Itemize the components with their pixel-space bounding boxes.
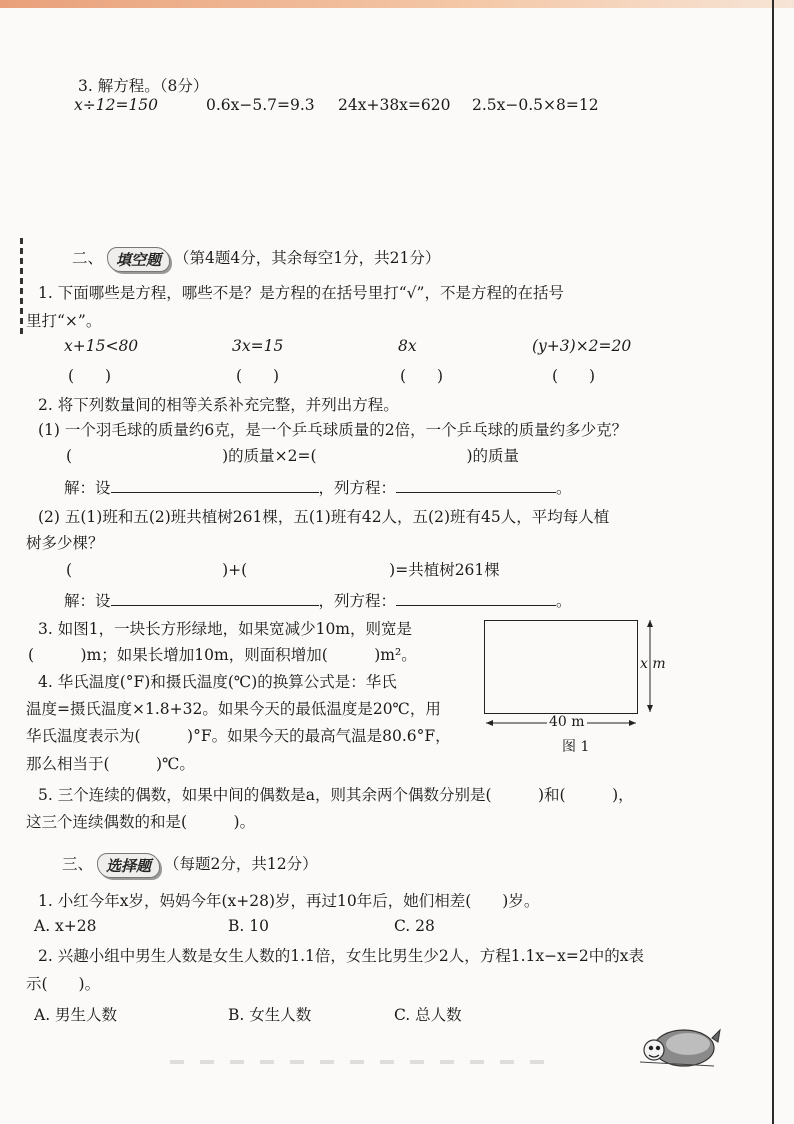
rel2-end: )=共植树261棵	[389, 561, 500, 579]
rel2-mid: )+(	[222, 561, 248, 579]
equation-4: 2.5x−0.5×8=12	[472, 96, 599, 114]
q3-title: 3. 解方程。（8分）	[78, 77, 209, 95]
s2-q2-solution-1	[64, 476, 572, 498]
figure-width-label: 40 m	[549, 714, 585, 730]
rel-open: (	[66, 447, 73, 465]
sol2-let-blank[interactable]	[111, 591, 319, 606]
s2-q4-line1: 4. 华氏温度(°F)和摄氏温度(℃)的换算公式是：华氏	[38, 673, 397, 691]
s3-q1-option-c[interactable]: C. 28	[394, 917, 435, 935]
equation-3: 24x+38x=620	[338, 96, 451, 114]
s2-q1-item-1: x+15<80	[64, 337, 139, 355]
s2-q5-line2: 这三个连续偶数的和是( )。	[26, 813, 256, 831]
s2-q1-bracket-3[interactable]: ( )	[400, 367, 444, 385]
s2-q3-line2: ( )m；如果长增加10m，则面积增加( )m²。	[28, 646, 417, 664]
page-right-edge	[772, 0, 774, 1124]
rel-mid: )的质量×2=(	[222, 447, 317, 465]
s3-q2-option-a[interactable]: A. 男生人数	[34, 1006, 118, 1024]
s2-q2-part2-line1: (2) 五(1)班和五(2)班共植树261棵，五(1)班有42人，五(2)班有45人，平均每人植	[38, 508, 610, 526]
rel2-open: (	[66, 561, 73, 579]
figure-height-label: x m	[640, 656, 666, 672]
s2-q3-line1: 3. 如图1，一块长方形绿地，如果宽减少10m，则宽是	[38, 620, 412, 638]
sol-let-blank[interactable]	[111, 478, 319, 493]
section3-badge: 选择题	[97, 853, 160, 878]
s3-q1-option-b[interactable]: B. 10	[228, 917, 269, 935]
mascot-illustration-icon	[632, 1020, 722, 1072]
s2-q1-item-2: 3x=15	[232, 337, 284, 355]
sol2-eq: ，列方程：	[318, 592, 397, 610]
figure-dimension-arrows	[478, 612, 678, 752]
section2-badge: 填空题	[107, 247, 170, 272]
s2-q4-line2: 温度=摄氏温度×1.8+32。如果今天的最低温度是20℃，用	[26, 700, 441, 718]
s2-q1-line1: 1. 下面哪些是方程，哪些不是？是方程的在括号里打“√”，不是方程的在括号	[38, 284, 564, 302]
section3-header	[62, 852, 318, 878]
sol2-eq-blank[interactable]	[396, 591, 556, 606]
s2-q4-line4: 那么相当于( )℃。	[26, 755, 195, 773]
s2-q1-item-4: (y+3)×2=20	[532, 337, 632, 355]
s3-q2-option-b[interactable]: B. 女生人数	[228, 1006, 312, 1024]
sol-eq-blank[interactable]	[396, 478, 556, 493]
s3-q1-text: 1. 小红今年x岁，妈妈今年(x+28)岁，再过10年后，她们相差( )岁。	[38, 892, 540, 910]
s2-q1-bracket-2[interactable]: ( )	[236, 367, 280, 385]
page-top-edge	[0, 0, 794, 8]
equation-2: 0.6x−5.7=9.3	[206, 96, 315, 114]
section3-number: 三、	[62, 855, 94, 873]
s2-q2-title: 2. 将下列数量间的相等关系补充完整，并列出方程。	[38, 396, 399, 414]
section2-header	[72, 246, 440, 272]
s2-q1-item-3: 8x	[398, 337, 417, 355]
s3-q1-option-a[interactable]: A. x+28	[34, 917, 97, 935]
s2-q1-line2: 里打“×”。	[26, 312, 102, 330]
s3-q2-line1: 2. 兴趣小组中男生人数是女生人数的1.1倍，女生比男生少2人，方程1.1x−x=2中的x表	[38, 947, 644, 965]
sol-eq: ，列方程：	[318, 479, 397, 497]
s2-q2-part1: (1) 一个羽毛球的质量约6克，是一个乒乓球质量的2倍，一个乒乓球的质量约多少克？	[38, 421, 628, 439]
sol2-let: 解：设	[64, 592, 111, 610]
s3-q2-line2: 示( )。	[26, 975, 101, 993]
s3-q2-option-c[interactable]: C. 总人数	[394, 1006, 462, 1024]
section2-note: （第4题4分，其余每空1分，共21分）	[174, 249, 441, 267]
s2-q2-relation-1	[66, 444, 519, 466]
figure-caption: 图 1	[562, 739, 590, 755]
s2-q4-line3: 华氏温度表示为( )°F。如果今天的最高气温是80.6°F，	[26, 727, 451, 745]
s2-q5-line1: 5. 三个连续的偶数，如果中间的偶数是a，则其余两个偶数分别是( )和( )，	[38, 786, 634, 804]
footer-faint-marks	[170, 1060, 550, 1064]
s2-q1-bracket-4[interactable]: ( )	[552, 367, 596, 385]
s2-q2-solution-2	[64, 589, 572, 611]
sol-let: 解：设	[64, 479, 111, 497]
sol2-end: 。	[556, 592, 572, 610]
binding-marks	[20, 238, 23, 338]
s2-q2-relation-2	[66, 558, 500, 580]
sol-end: 。	[556, 479, 572, 497]
equation-1: x÷12=150	[74, 96, 159, 114]
section2-number: 二、	[72, 249, 104, 267]
section3-note: （每题2分，共12分）	[164, 855, 318, 873]
s2-q2-part2-line2: 树多少棵？	[26, 534, 104, 552]
s2-q1-bracket-1[interactable]: ( )	[68, 367, 112, 385]
rel-end: )的质量	[466, 447, 520, 465]
